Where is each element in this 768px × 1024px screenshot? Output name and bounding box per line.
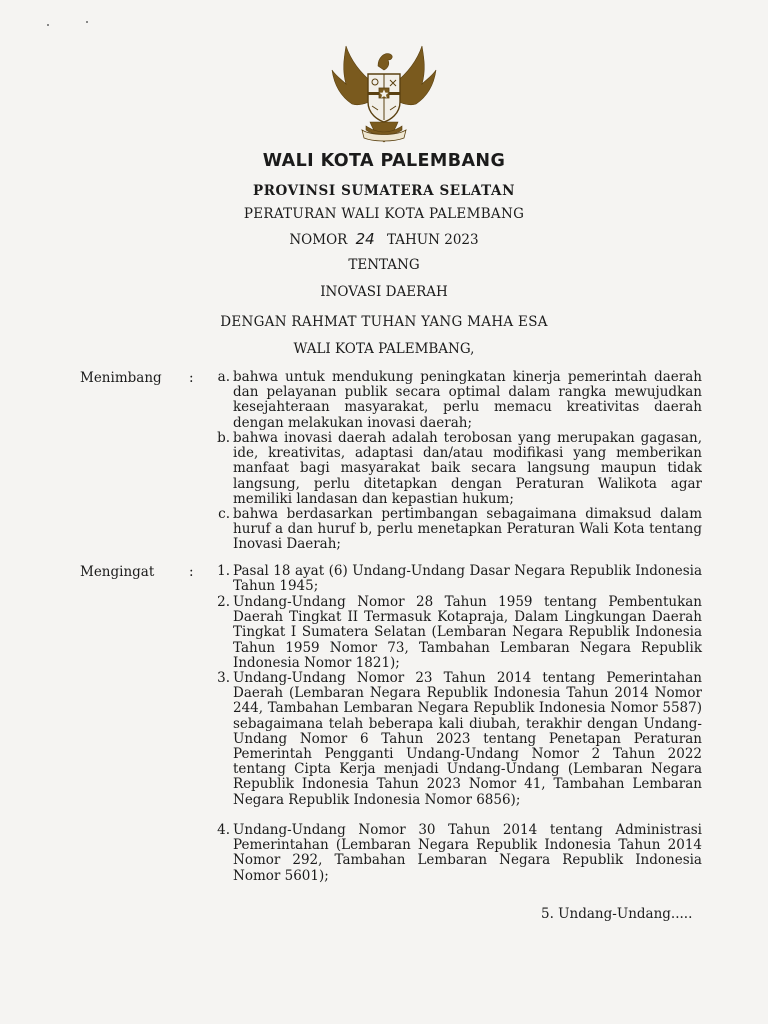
authority-line: WALI KOTA PALEMBANG, (293, 341, 475, 357)
mengingat-label: Mengingat (80, 564, 155, 580)
item-marker: 3. (217, 670, 230, 686)
item-marker: 2. (217, 594, 230, 610)
menimbang-item-b (197, 431, 702, 507)
invocation-line: DENGAN RAHMAT TUHAN YANG MAHA ESA (220, 314, 548, 330)
mengingat-item-4 (197, 823, 702, 884)
tahun-label: TAHUN 2023 (386, 232, 479, 248)
item-text: bahwa inovasi daerah adalah terobosan yang merupakan gagasan, ide, kreativitas, adaptasi dan/atau modifikasi yang memberikan manfaat bagi masyarakat baik secara langsung maupun tidak langsung, perlu ditetapkan dengan Peraturan Walikota agar memiliki landasan dan kepastian hukum; (233, 430, 702, 507)
mengingat-item-3 (197, 671, 702, 808)
menimbang-item-c (197, 507, 702, 553)
regulation-number-line (0, 230, 768, 248)
mengingat-item-1 (197, 564, 702, 594)
next-page-reference: 5. Undang-Undang..... (541, 906, 693, 922)
mengingat-colon: : (189, 564, 194, 580)
garuda-emblem-icon (328, 40, 440, 146)
item-text: Undang-Undang Nomor 23 Tahun 2014 tentang Pemerintahan Daerah (Lembaran Negara Republik Indonesia Tahun 2014 Nomor 244, Tambahan Lembaran Negara Republik Indonesia Nomor 5587) sebagaimana telah beberapa kali diubah, terakhir dengan Undang-Undang Nomor 6 Tahun 2023 tentang Penetapan Peraturan Pemerintah Pengganti Undang-Undang Nomor 2 Tahun 2022 tentang Cipta Kerja menjadi Undang-Undang (Lembaran Negara Republik Indonesia Tahun 2023 Nomor 41, Tambahan Lembaran Negara Republik Indonesia Nomor 6856); (233, 670, 702, 808)
item-text: Undang-Undang Nomor 30 Tahun 2014 tentang Administrasi Pemerintahan (Lembaran Negara Republik Indonesia Tahun 2014 Nomor 292, Tambahan Lembaran Negara Republik Indonesia Nomor 5601); (233, 822, 702, 884)
province-title: PROVINSI SUMATERA SELATAN (252, 183, 516, 199)
item-text: Undang-Undang Nomor 28 Tahun 1959 tentang Pembentukan Daerah Tingkat II Termasuk Kotapraja, Dalam Lingkungan Daerah Tingkat I Sumatera Selatan (Lembaran Negara Republik Indonesia Tahun 1959 Nomor 73, Tambahan Lembaran Negara Republik Indonesia Nomor 1821); (233, 594, 702, 671)
nomor-label: NOMOR (289, 232, 348, 248)
item-text: Pasal 18 ayat (6) Undang-Undang Dasar Negara Republik Indonesia Tahun 1945; (233, 563, 702, 595)
item-marker: 4. (217, 822, 230, 838)
handwritten-number: 24 (355, 230, 375, 248)
regulation-type: PERATURAN WALI KOTA PALEMBANG (243, 206, 525, 222)
item-marker: 1. (217, 563, 230, 579)
menimbang-colon: : (189, 370, 194, 386)
tentang-label: TENTANG (348, 257, 420, 273)
scan-speck (47, 24, 49, 26)
menimbang-item-a (197, 370, 702, 431)
item-marker: a. (217, 369, 230, 385)
item-marker: b. (217, 430, 230, 446)
item-text: bahwa untuk mendukung peningkatan kinerja pemerintah daerah dan pelayanan publik secara optimal dalam rangka mewujudkan kesejahteraan masyarakat, perlu memacu kreativitas daerah dengan melakukan inovasi daerah; (233, 369, 702, 431)
menimbang-label: Menimbang (80, 370, 162, 386)
item-text: bahwa berdasarkan pertimbangan sebagaimana dimaksud dalam huruf a dan huruf b, perlu menetapkan Peraturan Wali Kota tentang Inovasi Daerah; (233, 506, 702, 553)
office-title: WALI KOTA PALEMBANG (262, 151, 506, 171)
scan-speck (86, 21, 88, 23)
item-marker: c. (218, 506, 230, 522)
regulation-subject: INOVASI DAERAH (320, 284, 448, 300)
mengingat-item-2 (197, 595, 702, 671)
